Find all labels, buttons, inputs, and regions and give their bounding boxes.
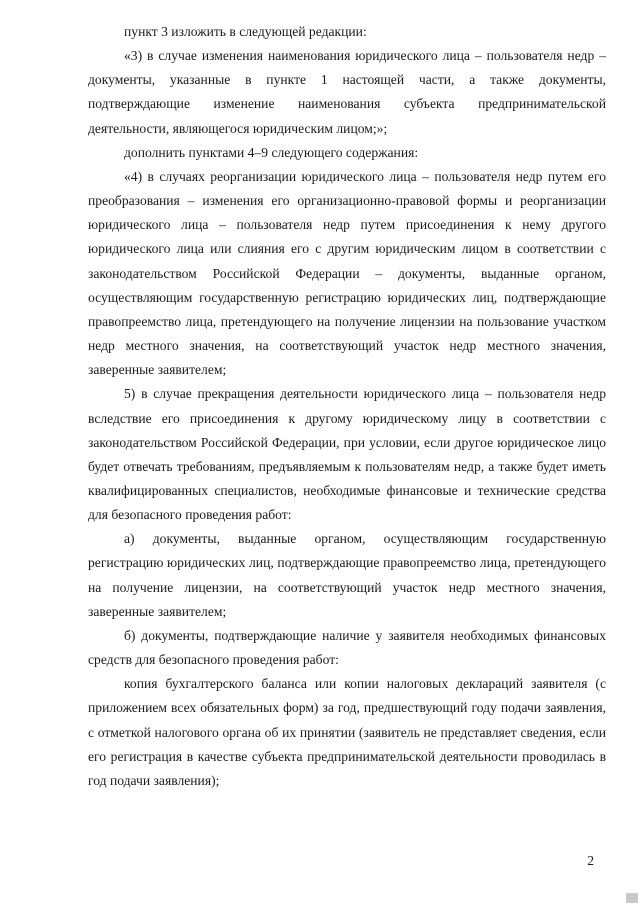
paragraph-point-3-text: «3) в случае изменения наименования юридического лица – пользователя недр – документы, указанные в пункте 1 настоящей части, а также документы, подтверждающие изменение наименования субъекта предпринимательской деятельности, являющегося юридическим лицом;»; [88,48,606,136]
paragraph-point-5: 5) в случае прекращения деятельности юридического лица – пользователя недр вследствие его присоединения к другому юридическому лицу в соответствии с законодательством Российской Федерации, при условии, если другое юридическое лицо будет отвечать требованиям, предъявляемым к пользователям недр, а также будет иметь квалифицированных специалистов, необходимые финансовые и технические средства для безопасного проведения работ: [88,386,606,523]
paragraph-balance-copy: копия бухгалтерского баланса или копии налоговых деклараций заявителя (с приложением всех обязательных форм) за год, предшествующий году подачи заявления, с отметкой налогового органа об их принятии (заявитель не представляет сведения, если его регистрация в качестве субъекта предпринимательской деятельности проводилась в год подачи заявления); [88,676,606,788]
paragraph-subpoint-a: а) документы, выданные органом, осуществляющим государственную регистрацию юридических лиц, подтверждающие правопреемство лица, претендующего на получение лицензии, на соответствующий участок недр местного значения, заверенные заявителем; [88,531,606,619]
scan-corner-mark [626,893,638,903]
paragraph-subpoint-b: б) документы, подтверждающие наличие у заявителя необходимых финансовых средств для безопасного проведения работ: [88,627,606,668]
document-body [88,20,606,793]
paragraph-add-points-4-9: дополнить пунктами 4–9 следующего содержания: [124,144,419,160]
paragraph-point-4: «4) в случаях реорганизации юридического лица – пользователя недр путем его преобразования – изменения его организационно-правовой формы и реорганизации юридического лица – пользователя недр путем присоединения к нему другого юридического лица или слияния его с другим юридическим лицом в соответствии с законодательством Российской Федерации – документы, выданные органом, осуществляющим государственную регистрацию юридических лиц, подтверждающие правопреемство лица, претендующего на получение лицензии на пользование участком недр местного значения, на соответствующий участок недр местного значения, заверенные заявителем; [88,168,606,378]
paragraph-amend-point-3: пункт 3 изложить в следующей редакции: [124,24,367,39]
page-number: 2 [587,853,594,868]
